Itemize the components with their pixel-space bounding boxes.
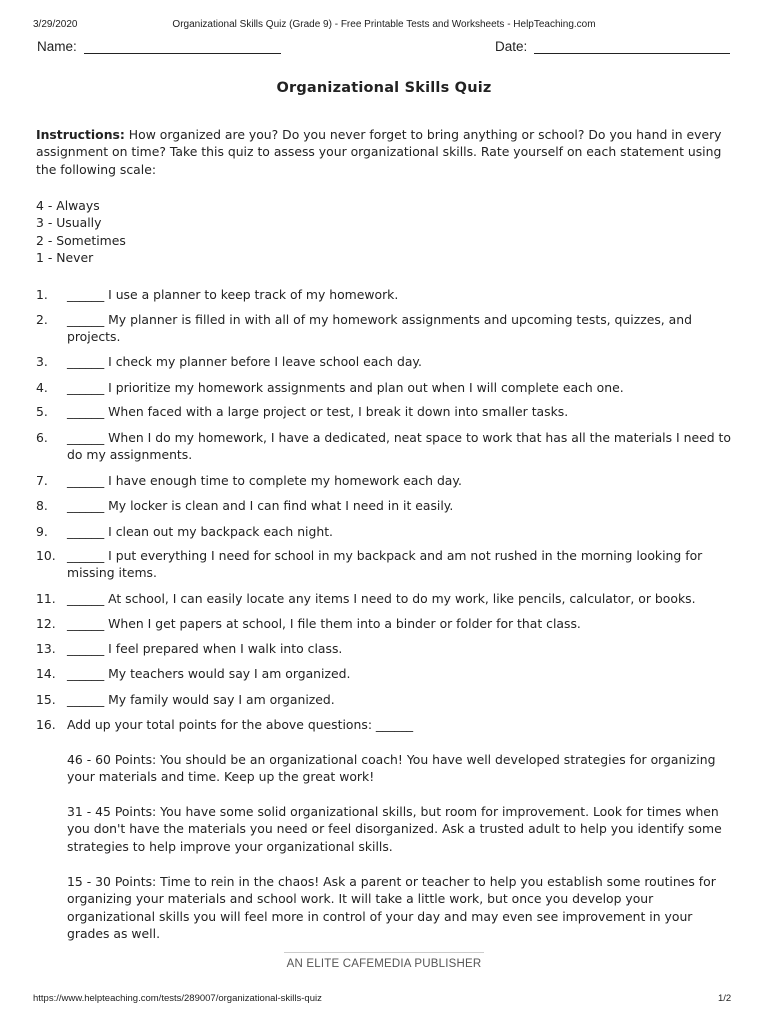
scoring-result: 15 - 30 Points: Time to rein in the chaos! Ask a parent or teacher to help you establish some routines for organizing your materials and school work. It will take a little work, but once you develop your organizational skills you will feel more in control of your day and may even see improvement in your grades as well. (67, 874, 716, 942)
question-item (36, 547, 736, 582)
question-text: ______ I check my planner before I leave school each day. (67, 354, 422, 369)
name-label: Name: (37, 39, 77, 54)
question-number: 1. (36, 287, 48, 302)
question-text: ______ When I do my homework, I have a dedicated, neat space to work that has all the materials I need to do my assignments. (67, 430, 731, 463)
page-number: 1/2 (718, 993, 732, 1004)
question-text: ______ At school, I can easily locate any items I need to do my work, like pencils, calculator, or books. (67, 591, 696, 606)
question-number: 13. (36, 641, 56, 656)
question-text: ______ When I get papers at school, I file them into a binder or folder for that class. (67, 616, 581, 631)
question-text: ______ My locker is clean and I can find what I need in it easily. (67, 498, 454, 513)
question-item (36, 691, 736, 708)
question-item (36, 353, 736, 370)
question-number: 7. (36, 473, 48, 488)
instructions (36, 126, 736, 178)
question-text: ______ My planner is filled in with all of my homework assignments and upcoming tests, quizzes, and projects. (67, 312, 692, 345)
print-header-title: Organizational Skills Quiz (Grade 9) - Free Printable Tests and Worksheets - HelpTeaching.com (172, 19, 596, 30)
question-number: 4. (36, 380, 48, 395)
question-text: ______ I clean out my backpack each night. (67, 524, 333, 539)
question-text: ______ I prioritize my homework assignments and plan out when I will complete each one. (67, 380, 624, 395)
question-text: ______ I put everything I need for school in my backpack and am not rushed in the morning looking for missing items. (67, 548, 703, 581)
divider (284, 952, 484, 953)
instructions-text: How organized are you? Do you never forget to bring anything or school? Do you hand in every assignment on time? Take this quiz to assess your organizational skills. Rate yourself on each statement using the following scale: (36, 127, 722, 177)
question-number: 16. (36, 717, 56, 732)
question-item (36, 472, 736, 489)
question-number: 8. (36, 498, 48, 513)
scoring-result: 46 - 60 Points: You should be an organizational coach! You have well developed strategies for organizing your materials and time. Keep up the great work! (67, 752, 716, 785)
question-text: Add up your total points for the above questions: ______ (67, 717, 414, 732)
question-number: 5. (36, 404, 48, 419)
question-number: 2. (36, 312, 48, 327)
date-blank-line (534, 41, 730, 54)
question-item (36, 403, 736, 420)
question-text: ______ I have enough time to complete my homework each day. (67, 473, 462, 488)
question-number: 15. (36, 692, 56, 707)
rating-scale (36, 197, 736, 267)
scale-item: 3 - Usually (36, 215, 102, 231)
scale-item: 4 - Always (36, 198, 100, 213)
scale-item: 1 - Never (36, 250, 94, 266)
question-text: ______ I feel prepared when I walk into class. (67, 641, 343, 656)
quiz-title: Organizational Skills Quiz (276, 80, 492, 96)
question-number: 11. (36, 591, 56, 606)
question-number: 9. (36, 524, 48, 539)
question-item (36, 497, 736, 514)
question-item (36, 429, 736, 464)
question-text: ______ My teachers would say I am organized. (67, 666, 351, 681)
question-item (36, 716, 736, 733)
question-text: ______ When faced with a large project or test, I break it down into smaller tasks. (67, 404, 569, 419)
publisher-label: AN ELITE CAFEMEDIA PUBLISHER (286, 958, 482, 970)
question-item (36, 615, 736, 632)
name-field (37, 39, 281, 54)
question-item (36, 286, 736, 303)
question-item (36, 311, 736, 346)
instructions-label: Instructions: (36, 127, 125, 142)
question-text: ______ My family would say I am organized. (67, 692, 335, 707)
question-number: 6. (36, 430, 48, 445)
question-number: 10. (36, 548, 56, 563)
date-field (495, 39, 730, 54)
print-date: 3/29/2020 (33, 19, 78, 30)
question-number: 3. (36, 354, 48, 369)
question-text: ______ I use a planner to keep track of my homework. (67, 287, 399, 302)
question-number: 14. (36, 666, 56, 681)
scale-item: 2 - Sometimes (36, 232, 126, 248)
name-blank-line (84, 41, 281, 54)
question-number: 12. (36, 616, 56, 631)
question-item (36, 590, 736, 607)
footer-url: https://www.helpteaching.com/tests/289007/organizational-skills-quiz (33, 993, 322, 1004)
question-item (36, 665, 736, 682)
question-item (36, 640, 736, 657)
date-label: Date: (495, 39, 528, 54)
question-item (36, 523, 736, 540)
question-item (36, 379, 736, 396)
scoring-result: 31 - 45 Points: You have some solid organizational skills, but room for improvement. Look for times when you don't have the materials you need or feel disorganized. Ask a trusted adult to help you identify some strategies to help improve your organizational skills. (67, 804, 722, 854)
